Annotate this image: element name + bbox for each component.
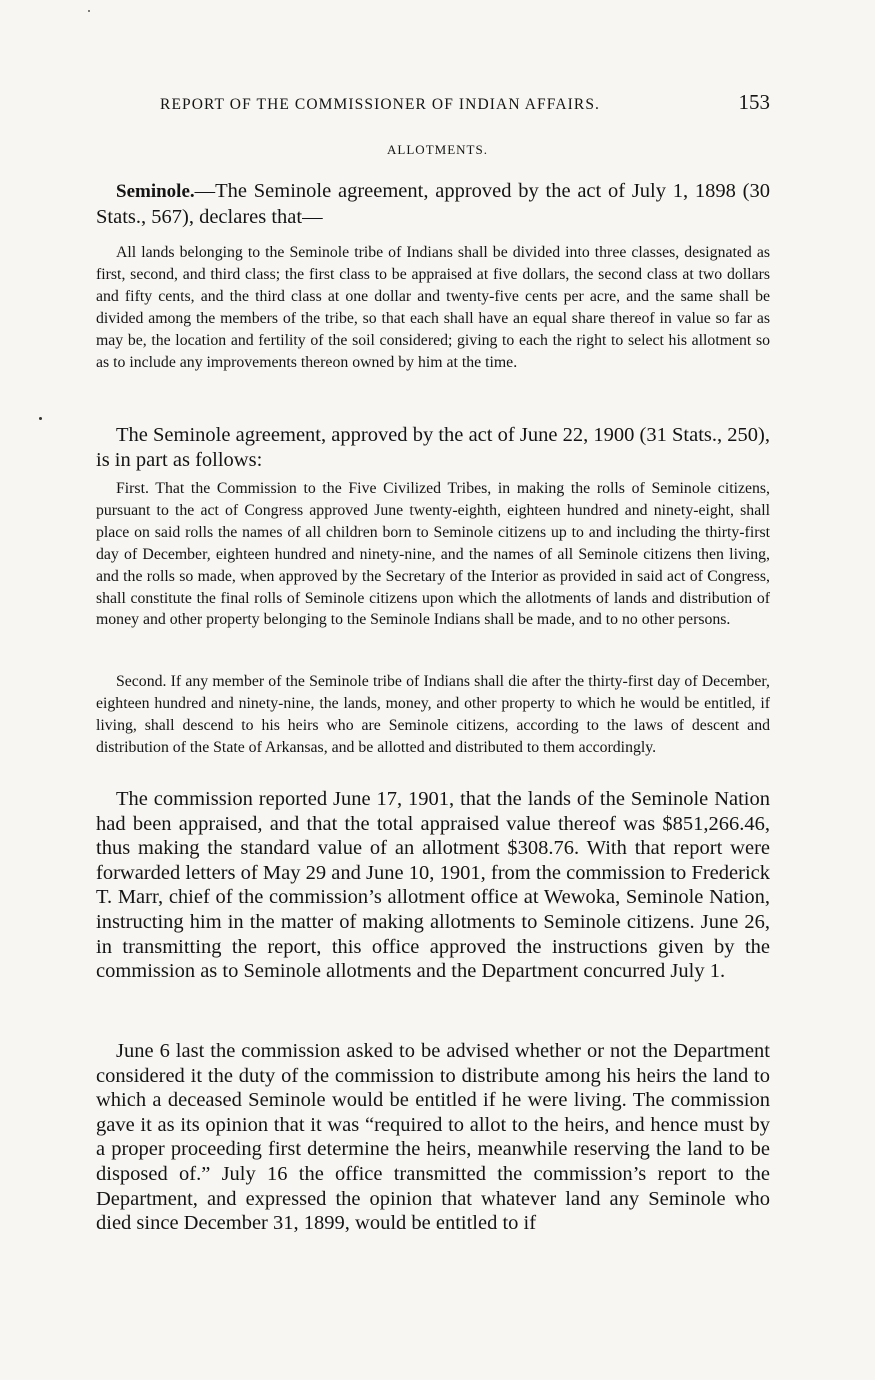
paragraph-seminole-1900: [96, 423, 770, 472]
section-title: ALLOTMENTS.: [387, 142, 488, 157]
paragraph-heirs-question: [96, 1039, 770, 1236]
paragraph-seminole-1898: [96, 179, 770, 229]
quotation-1898-agreement: [96, 242, 770, 373]
quotation-text: All lands belonging to the Seminole tribe of Indians shall be divided into three classes, designated as first, second, and third class; the first class to be appraised at five dollars, the second class at two dollars and fifty cents, and the third class at one dollar and twenty-five cents per acre, and the same shall be divided among the members of the tribe, so that each shall have an equal share thereof in value so far as may be, the location and fertility of the soil considered; giving to each the right to select his allotment so as to include any improvements thereon owned by him at the time.: [96, 244, 770, 371]
running-head: REPORT OF THE COMMISSIONER OF INDIAN AFFAIRS.: [160, 96, 601, 113]
paragraph-text: The commission reported June 17, 1901, that the lands of the Seminole Nation had been appraised, and that the total appraised value thereof was $851,266.46, thus making the standard value of an allotment $308.76. With that report were forwarded letters of May 29 and June 10, 1901, from the commission to Frederick T. Marr, chief of the commission’s allotment office at Wewoka, Seminole Nation, instructing him in the matter of making allotments to Seminole citizens. June 26, in transmitting the report, this office approved the instructions given by the commission as to Seminole allotments and the Department concurred July 1.: [96, 788, 770, 983]
paragraph-text: —The Seminole agreement, approved by the act of July 1, 1898 (30 Stats., 567), declares that—: [96, 180, 770, 228]
scan-speck: [39, 417, 42, 420]
page-number: 153: [738, 90, 770, 114]
paragraph-text: June 6 last the commission asked to be advised whether or not the Department considered it the duty of the commission to distribute among his heirs the land to which a deceased Seminole would be entitled if he were living. The commission gave it as its opinion that it was “required to allot to the heirs, and hence must by a proper proceeding first determine the heirs, meanwhile reserving the land to be disposed of.” July 16 the office transmitted the commission’s report to the Department, and expressed the opinion that whatever land any Seminole who died since December 31, 1899, would be entitled to if: [96, 1040, 770, 1235]
quotation-first: [96, 478, 770, 631]
quotation-second: [96, 671, 770, 759]
quotation-text: First. That the Commission to the Five Civilized Tribes, in making the rolls of Seminole citizens, pursuant to the act of Congress approved June twenty-eighth, eighteen hundred and ninety-eight, shall place on said rolls the names of all children born to Seminole citizens up to and including the thirty-first day of December, eighteen hundred and ninety-nine, and the names of all Seminole citizens then living, and the rolls so made, when approved by the Secretary of the Interior as provided in said act of Congress, shall constitute the final rolls of Seminole citizens upon which the allotments of lands and distribution of money and other property belonging to the Seminole Indians shall be made, and to no other persons.: [96, 480, 770, 629]
run-in-heading: Seminole.: [116, 181, 195, 202]
page-header: [160, 90, 770, 122]
scan-speck: [88, 10, 90, 12]
quotation-text: Second. If any member of the Seminole tribe of Indians shall die after the thirty-first day of December, eighteen hundred and ninety-nine, the lands, money, and other property to which he would be entitled, if living, shall descend to his heirs who are Seminole citizens, according to the laws of descent and distribution of the State of Arkansas, and be allotted and distributed to them accordingly.: [96, 673, 770, 756]
paragraph-text: The Seminole agreement, approved by the act of June 22, 1900 (31 Stats., 250), is in part as follows:: [96, 424, 770, 471]
paragraph-commission-report: [96, 787, 770, 984]
